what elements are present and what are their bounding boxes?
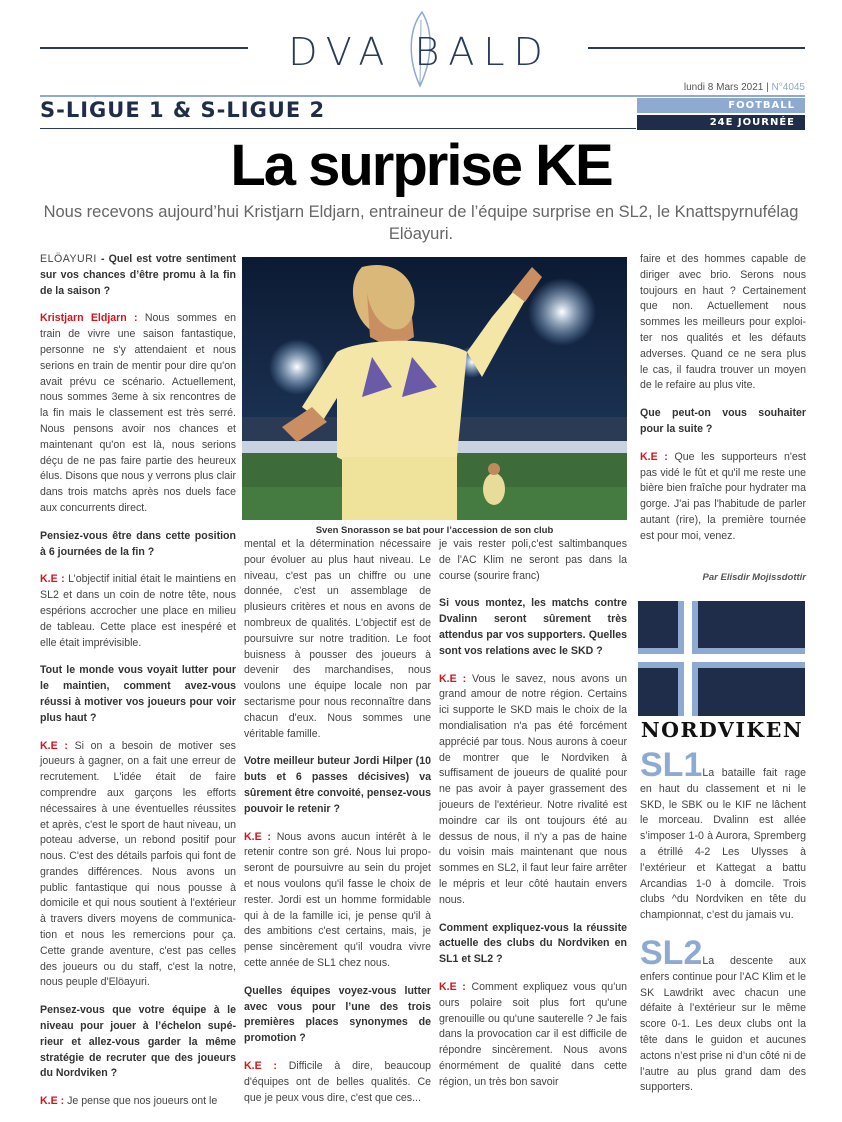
answer-9: Que les supporteurs n'est pas vidé le fût et qu'il me reste une bière bien fraîche pour hydrater ma gorge. J'ai pas l'habitude de parler autant (rire), la première tournée est pour moi, venez.: [640, 450, 806, 542]
answer-6-continued: je vais rester poli,c'est saltimbanques de l'AC Klim ne seront pas dans la course (sourire franc): [439, 538, 627, 582]
answer-5: Nous avons aucun intérêt à le retenir contre son gré. Nous lui proposeront de poursuivre au sein du projet et nous voulons qu'il fasse le choix de rester. Jordi est un homme formidable qui à de la famille ici, je pense qu'il à des ambitions c'est certains, mais, je pense sincèrement qu'il voudra vivre cette année de SL1 chez nous.: [244, 830, 431, 969]
sl2-brief: [640, 934, 806, 1096]
question-1: - Quel est votre sentiment sur vos chances d’être promu à la fin de la saison ?: [40, 253, 236, 297]
sl1-label: SL1: [640, 746, 703, 784]
sl2-label: SL2: [640, 934, 703, 972]
region-title: NORDVIKEN: [640, 718, 804, 742]
question-9: Que peut-on vous souhaiter pour la suite ?: [640, 407, 806, 435]
headline: La surprise KE: [230, 133, 612, 198]
sl1-brief: [640, 746, 806, 924]
issue-number: N°4045: [771, 82, 805, 93]
masthead-rule-left: [40, 47, 248, 49]
speaker-initials: K.E :: [40, 739, 68, 752]
sl1-text: La bataille fait rage en haut du classement et ni le SKD, le SBK ou le KIF ne lâchent le morceau. Dvalinn est allée s’imposer 1-0 à Aurora, Spremberg a étrillé 4-2 Les Ulysses à l’extérieur et Kattegat a battu Arcandias 1-0 à domcile. Trois clubs ^du Nordviken en tête du championnat, c’est du jamais vu.: [640, 767, 806, 922]
question-8: Comment expliquez-vous la réussite actuelle des clubs du Nordviken en SL1 et SL2 ?: [439, 921, 627, 966]
answer-6: Difficile à dire, beaucoup d'équipes ont de belles qualités. Ce que je peux vous dire, c'est que ces...: [244, 1059, 431, 1104]
sl2-text: La descente aux enfers continue pour l’AC Klim et le SK Lawdrikt avec chacun une défaite à l’extérieur sur le même score 0-1. Les deux clubs ont la tête dans le guidon et aucunes actons n’est prise ni d’un côté ni de l’autre au plus grand dam des supporters.: [640, 955, 806, 1094]
question-5: Votre meilleur buteur Jordi Hilper (10 buts et 6 passes décisives) va sûrement être convoité, pensez-vous pouvoir le retenir ?: [244, 755, 431, 815]
issue-date: lundi 8 Mars 2021 |: [683, 82, 769, 93]
rubric-rule: [40, 128, 636, 129]
answer-4-start: Je pense que nos joueurs ont le: [67, 1095, 218, 1108]
speaker-initials: K.E :: [244, 830, 271, 843]
speaker-initials: K.E :: [439, 980, 466, 993]
issue-info: [684, 82, 805, 93]
question-6: Quelles équipes voyez-vous lutter avec vous pour l’une des trois premières places synonymes de promotion ?: [244, 984, 431, 1045]
answer-7: Vous le savez, nous avons un grand amour de notre région. Certains ici supporte le SKD mais le choix de la mondialisation n'a pas été forcément apprécié par tous. Nous aurons à coeur de montrer que le Nordviken à suffisament de joueurs de qualité pour ne pas avoir à payer grassement des joueurs de l'extérieur. Notre rivalité est moindre car ils ont toujours été au dessus de nous, il n'y a pas de haine du voisin mais maintenant que nous sommes en SL2, il faut leur faire arrêter le mépris et leur côté hautain envers nous.: [439, 672, 627, 906]
round-tag: 24E JOURNÉE: [637, 115, 805, 130]
lede: Nous recevons aujourd’hui Kristjarn Eldjarn, entraineur de l’équipe surprise en SL2, le Knattspyrnufélag Elöayuri.: [43, 203, 799, 243]
masthead-logo: DVA BALD: [288, 30, 552, 74]
header-rule: [40, 95, 805, 97]
article-column-2: [244, 537, 431, 1118]
byline: Par Elisdir Mojissdottir: [702, 572, 806, 583]
rubric-title: S-LIGUE 1 & S-LIGUE 2: [40, 98, 326, 122]
question-4: Pensez-vous que votre équipe à le niveau pour jouer à l’échelon supérieur et allez-vous garder la même stratégie de recruter que des joueurs du Nordviken ?: [40, 1004, 236, 1080]
question-3: Tout le monde vous voyait lutter pour le maintien, comment avez-vous réussi à motiver vos joueurs pour voir plus haut ?: [40, 664, 236, 724]
answer-8-continued: faire et des hommes capable de diriger avec brio. Serons nous toujours en haut ? Certainement que non. Actuellement nous sommes les meilleurs pour exploiter nos qualités et les défauts adverses. Quand ce ne sera plus le cas, il faudra trouver un moyen de le refaire au plus vite.: [640, 253, 806, 392]
question-7: Si vous montez, les matchs contre Dvalinn seront sûrement très attendus par vos supporters. Quelles sont vos relations avec le SKD ?: [439, 597, 627, 657]
article-photo: [242, 257, 627, 520]
answer-3: Si on a besoin de motiver ses joueurs à gagner, on a fait une erreur de recrutement. L'idée était de faire comprendre aux garçons les efforts nécessaires à une éventuelles réussites et après, c'est le sport de haut niveau, un poteau adverse, un rebond positif pour nous. C'est des détails parfois qui font de grandes différences. Nous avons un public fantastique qui nous pousse à domicile et qui nous soutient à l'extérieur à travers divers moyens de communication et nous les remercions pour ça. Cette grande aventure, c'est pas celles des joueurs ou du staff, c'est la notre, nous peuple d'Elöayuri.: [40, 739, 236, 989]
speaker-initials: K.E :: [244, 1059, 277, 1072]
article-column-4: [640, 252, 806, 557]
answer-2: L’objectif initial était le maintiens en SL2 et dans un coin de notre tête, nous espérions accrocher une place en milieu de tableau. Cette place est inespéré et elle était imprévisible.: [40, 573, 236, 649]
intro-label: ELÖAYURI: [40, 253, 97, 265]
section-tag: FOOTBALL: [637, 98, 805, 113]
player-illustration: [242, 257, 627, 520]
speaker-initials: K.E :: [640, 450, 668, 463]
answer-4-continued: mental et la détermination nécessaire pour évoluer au plus haut niveau. Le niveau, c'est pas un chiffre ou une donnée, c'est un assemblage de plusieurs critères et nous en avons de nombreux de qualités. L'objectif est de poursuivre sur notre tradition. Le foot buisness à pousser des joueurs à devenir des marchandises, nous voulons une équipe locale non par sectarisme pour nous reconnaître dans chacun d'eux. Nous sommes une véritable famille.: [244, 538, 431, 740]
answer-1: Nous sommes en train de vivre une saison fantastique, personne ne s'y attendaient et nous serions en train de mentir pour dire qu'on avait prévu ce scénario. Actuellement, nous sommes 3eme à six rencontres de la fin mais le classement est très serré. Nous pensons avoir nos chances et maintenant qu'on est là, nous serions déçu de ne pas faire partie des heureux élus. Disons que nous y verrons plus clair dans trois matchs après nos duels face aux concurrents direct.: [40, 312, 236, 514]
speaker-initials: K.E :: [40, 1095, 65, 1108]
speaker-initials: K.E :: [439, 672, 467, 685]
article-column-3: [439, 537, 627, 1103]
answer-8: Comment expliquez vous qu'un ours polaire soit plus fort qu'une grenouille ou qu'une sauterelle ? Je fais dans la provocation car il est difficile de répondre sincèrement. Nous avons énormément de qualité dans cette région, un très bon savoir: [439, 980, 627, 1088]
article-column-1: [40, 252, 236, 1122]
speaker-name: Kristjarn Eldjarn :: [40, 312, 138, 325]
speaker-initials: K.E :: [40, 573, 65, 586]
question-2: Pensiez-vous être dans cette position à 6 journées de la fin ?: [40, 529, 236, 558]
masthead-rule-right: [588, 47, 805, 49]
nordviken-flag: [638, 601, 805, 716]
photo-caption: Sven Snorasson se bat pour l’accession de son club: [315, 525, 554, 536]
